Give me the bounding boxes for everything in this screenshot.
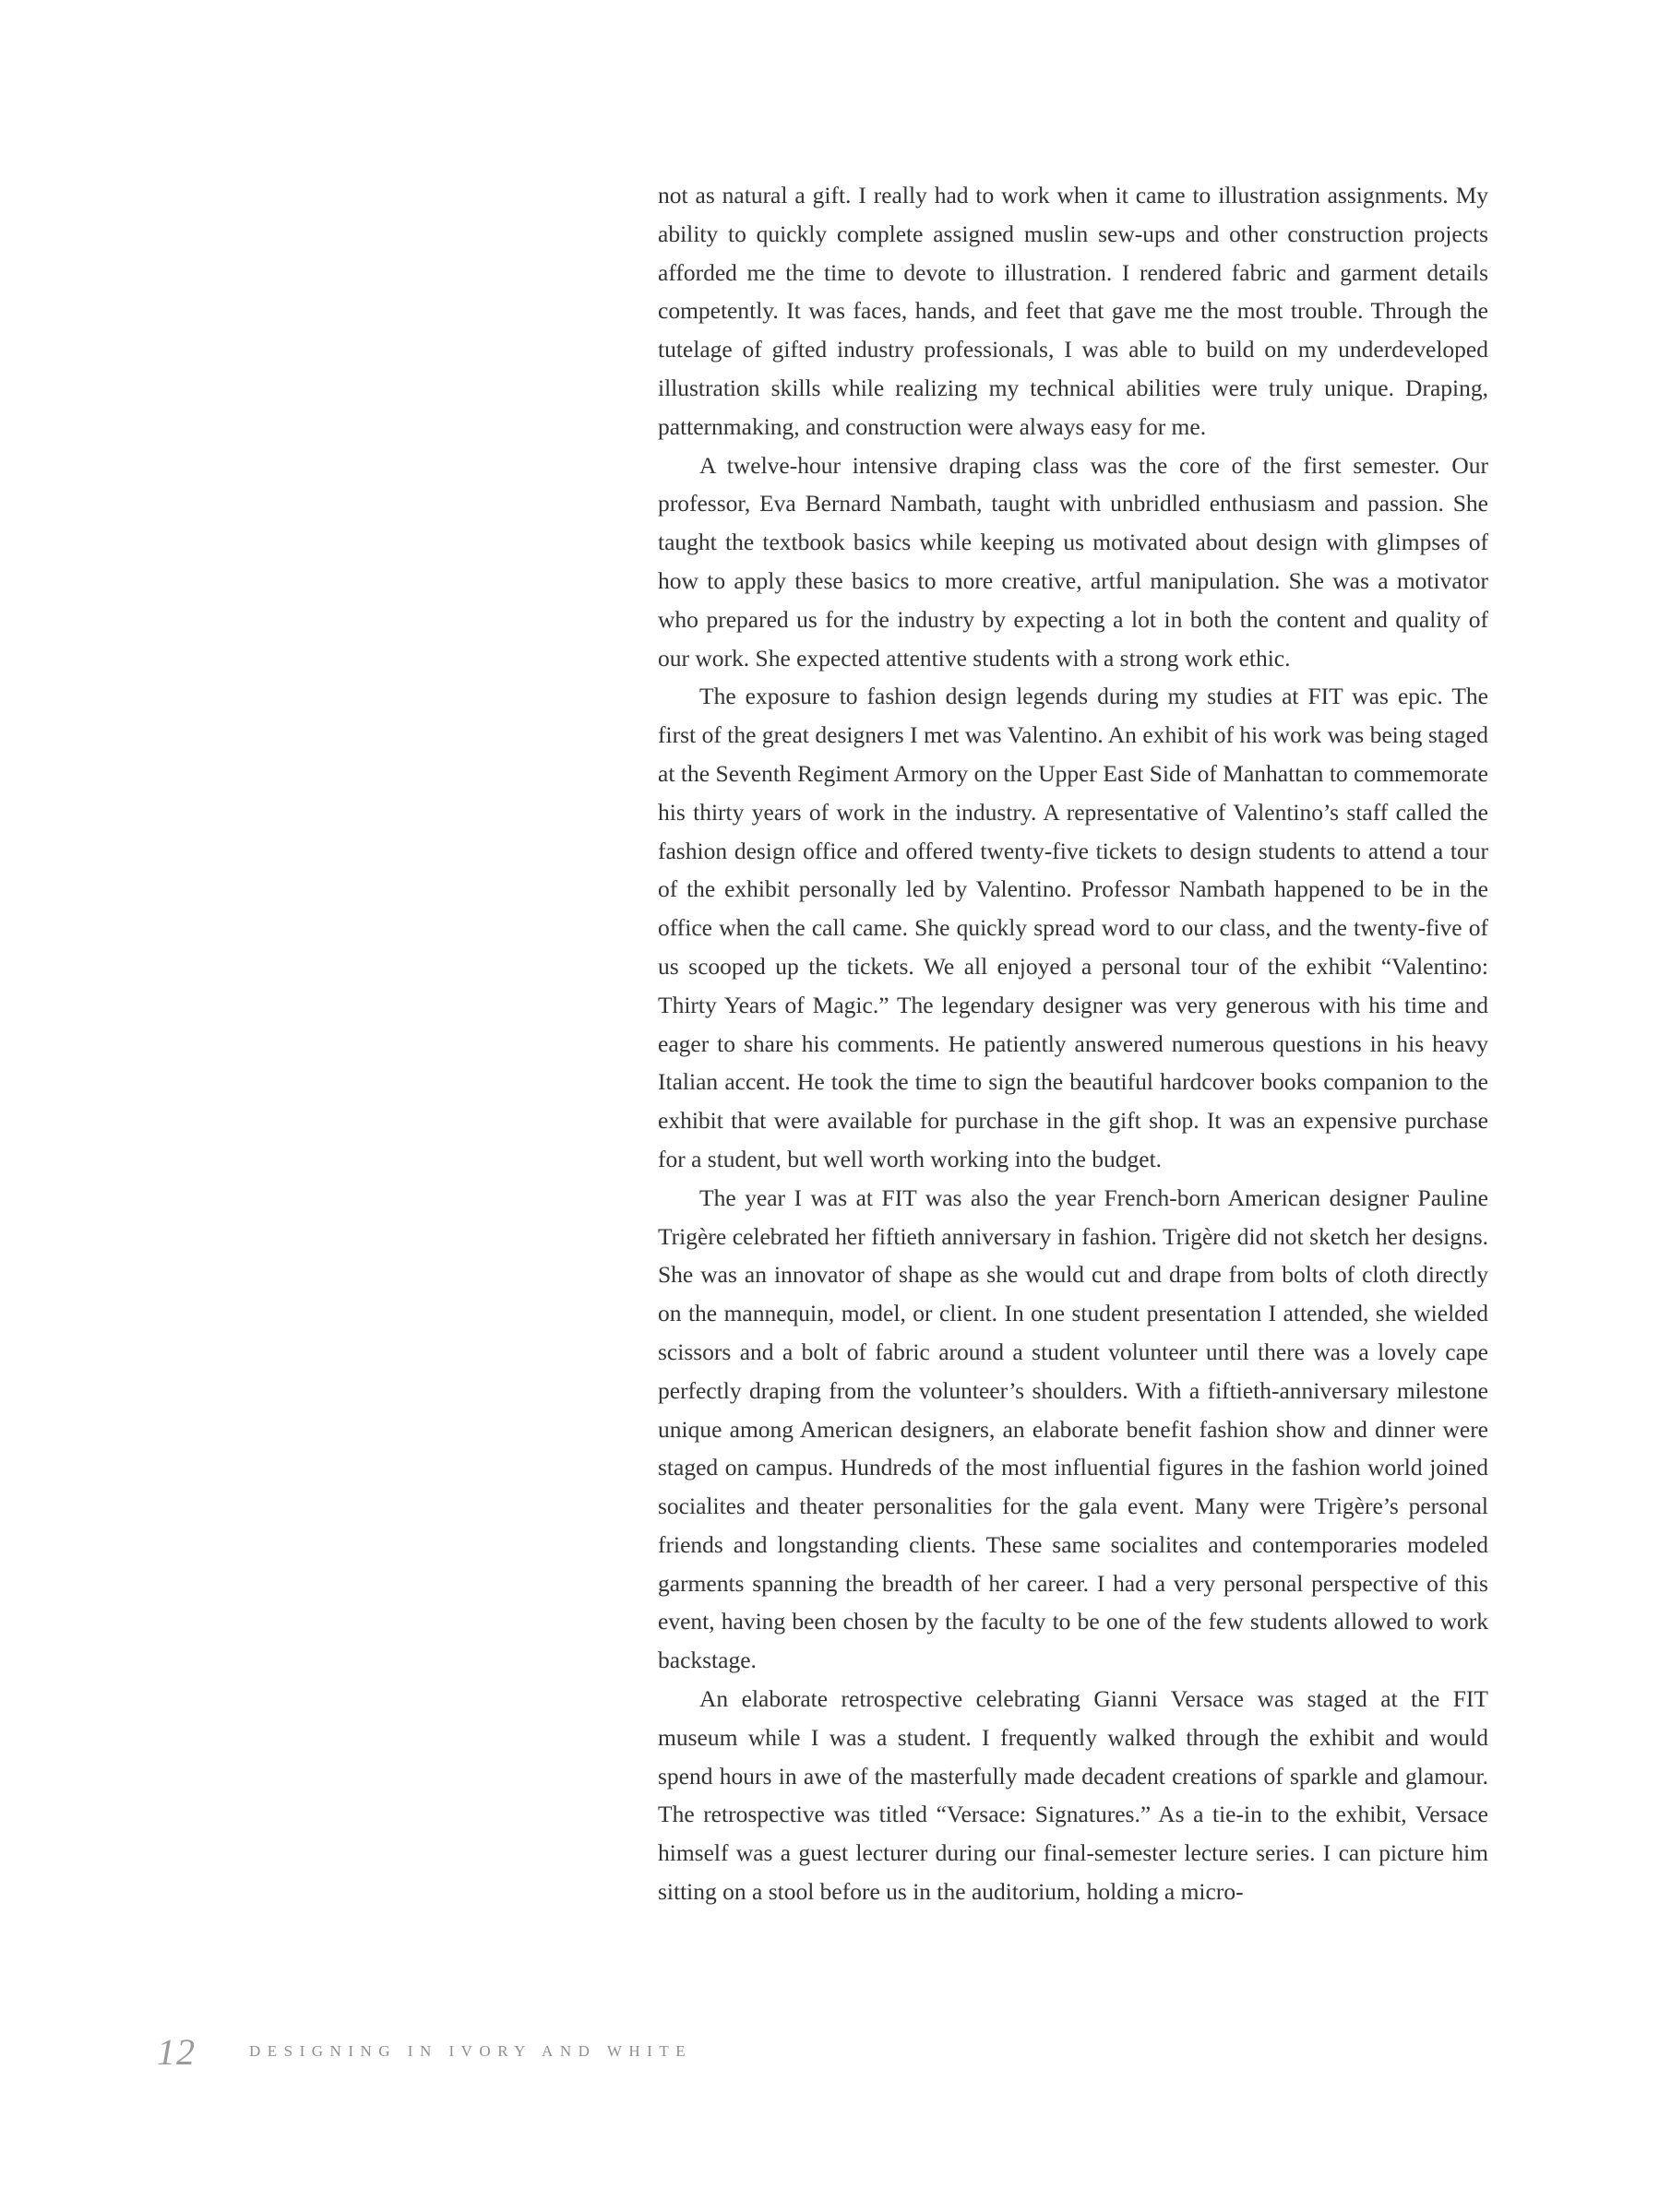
paragraph-valentino: The exposure to fashion design legends during my studies at FIT was epic. The first of the great designers I met was Valentino. An exhibit of his work was being staged at the Seventh Regiment Armory on the Upper East Side of Manhattan to commemorate his thirty years of work in the industry. A representative of Valentino’s staff called the fashion design office and offered twenty-five tickets to design students to attend a tour of the exhibit personally led by Valentino. Professor Nambath happened to be in the office when the call came. She quickly spread word to our class, and the twenty-five of us scooped up the tickets. We all enjoyed a personal tour of the exhibit “Valentino: Thirty Years of Magic.” The legendary designer was very generous with his time and eager to share his comments. He patiently answered numerous questions in his heavy Italian accent. He took the time to sign the beautiful hardcover books companion to the exhibit that were available for purchase in the gift shop. It was an expensive purchase for a student, but well worth working into the budget.: [658, 683, 1488, 1172]
paragraph-versace: An elaborate retrospective celebrating Gianni Versace was staged at the FIT museum while I was a student. I frequently walked through the exhibit and would spend hours in awe of the masterfully made decadent creations of sparkle and glamour. The retrospective was titled “Versace: Signatures.” As a tie-in to the exhibit, Versace himself was a guest lecturer during our final-semester lecture series. I can picture him sitting on a stool before us in the auditorium, holding a micro-: [658, 1685, 1488, 1906]
paragraph-trigere: The year I was at FIT was also the year French-born American designer Pauline Trigère celebrated her fiftieth anniversary in fashion. Trigère did not sketch her designs. She was an innovator of shape as she would cut and drape from bolts of cloth directly on the mannequin, model, or client. In one student presentation I attended, she wielded scissors and a bolt of fabric around a student volunteer until there was a lovely cape perfectly draping from the volunteer’s shoulders. With a fiftieth-anniversary milestone unique among American designers, an elaborate benefit fashion show and dinner were staged on campus. Hundreds of the most influential figures in the fashion world joined socialites and theater personalities for the gala event. Many were Trigère’s personal friends and longstanding clients. These same socialites and contemporaries modeled garments spanning the breadth of her career. I had a very personal perspective of this event, having been chosen by the faculty to be one of the few students allowed to work backstage.: [658, 1183, 1488, 1674]
body-text: [658, 176, 1488, 1911]
paragraph-draping-class: A twelve-hour intensive draping class was the core of the first semester. Our professor, Eva Bernard Nambath, taught with unbridled enthusiasm and passion. She taught the textbook basics while keeping us motivated about design with glimpses of how to apply these basics to more creative, artful manipulation. She was a motivator who prepared us for the industry by expecting a lot in both the content and quality of our work. She expected attentive students with a strong work ethic.: [658, 451, 1488, 672]
page-number: 12: [157, 2030, 196, 2073]
running-title: DESIGNING IN IVORY AND WHITE: [249, 2042, 693, 2060]
page-footer: [157, 2029, 692, 2074]
paragraph-continued: not as natural a gift. I really had to work when it came to illustration assignments. My ability to quickly complete assigned muslin sew-ups and other construction projects afforded me the time to devote to illustration. I rendered fabric and garment details competently. It was faces, hands, and feet that gave me the most trouble. Through the tutelage of gifted industry professionals, I was able to build on my underdeveloped illustration skills while realizing my technical abilities were truly unique. Draping, patternmaking, and construction were always easy for me.: [658, 182, 1488, 440]
